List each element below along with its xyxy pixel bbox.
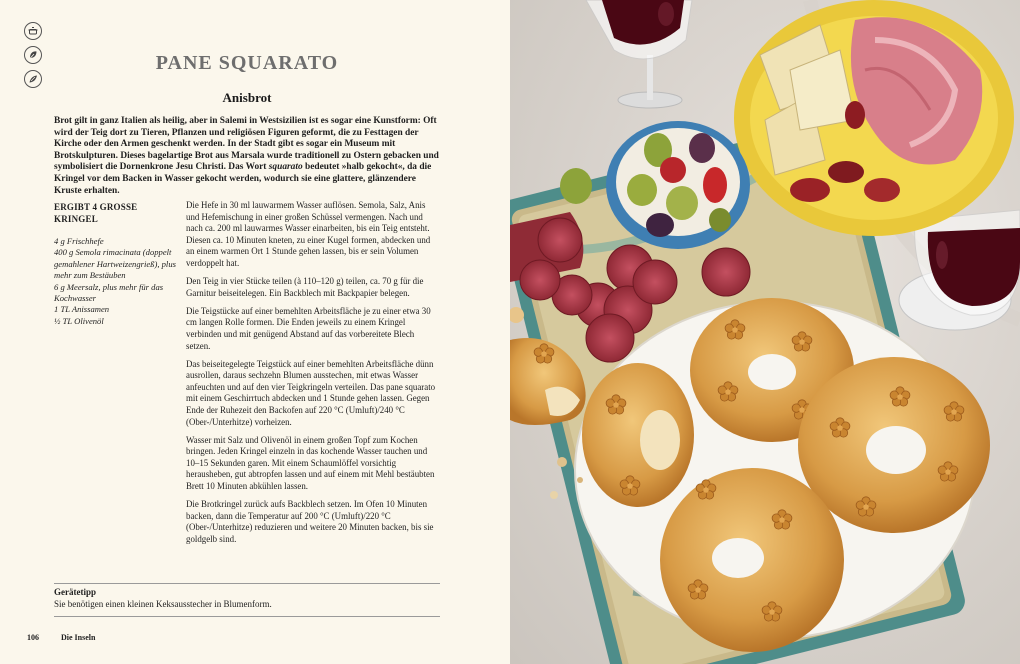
tip-title: Gerätetipp [54,587,96,597]
ingredient-item: 400 g Semola rimacinata (doppelt gemahlener Hartweizengrieß), plus mehr zum Bestäuben [54,247,176,281]
intro-emphasis: squarato [268,162,303,173]
method-step: Den Teig in vier Stücke teilen (à 110–120 g) teilen, ca. 70 g für die Garnitur beiseitelegen. Ein Backblech mit Backpapier belegen. [186,276,424,298]
page-number: 106 [27,633,39,642]
intro-text-end: bedeutet »halb gekocht«, da die Kringel vor dem Backen in Wasser gekocht werden, wodurch sie eine glattere, glänzendere Kruste erhalten. [54,162,432,196]
intro-text: Brot gilt in ganz Italien als heilig, aber in Salemi in Westsizilien ist es sogar eine Kunstform: Oft wird der Teig dort zu Tieren, Pflanzen und religiösen Figuren geformt, die zu Festtagen der Kirche oder den Armen geschenkt werden. In der Stadt gibt es sogar ein Museum mit Brotskulpturen. Dieses bagelartige Brot aus Marsala wurde traditionell zu Ostern gebacken und symbolisiert die Dornenkrone Jesu Christi. Das Wort [54,116,439,173]
diet-badges [24,22,42,94]
ingredient-list [54,236,178,327]
tip-text: Sie benötigen einen kleinen Keksausstecher in Blumenform. [54,599,272,609]
olive-bowl [606,121,750,249]
recipe-subtitle: Anisbrot [222,90,272,105]
ingredient-item: 6 g Meersalz, plus mehr für das Kochwasser [54,281,164,304]
page-footer [27,633,95,642]
method-steps [186,200,440,552]
section-name: Die Inseln [61,633,96,642]
method-step: Wasser mit Salz und Olivenöl in einem großen Topf zum Kochen bringen. Jeden Kringel einzeln in das kochende Wasser tauchen und 10–15 Sekunden garen. Mit einem Schaumlöffel vorsichtig herausheben, gut abtropfen lassen und auf einem mit Mehl bestäubten Brett 10 Minuten abkühlen lassen. [186,434,435,492]
recipe-title: PANE SQUARATO [155,52,339,74]
method-step: Das beiseitegelegte Teigstück auf einer bemehlten Arbeitsfläche dünn ausrollen, daraus sechzehn Blumen ausstechen, mit etwas Wasser anfeuchten und auf den vier Teigkringeln verteilen. Das pane squarato mit einem Geschirrtuch abdecken und 1 Stunde gehen lassen. Gegen Ende der Ruhezeit den Backofen auf 220 °C (Umluft)/240 °C (Ober-/Unterhitze) vorheizen. [186,358,436,427]
leaf-sprig-badge-icon [24,70,42,88]
method-step: Die Teigstücke auf einer bemehlten Arbeitsfläche je zu einer etwa 30 cm langen Rolle formen. Die Enden jeweils zu einem Kringel verbinden und mit genügend Abstand auf das vorbereitete Blech setzen. [186,305,431,351]
method-step: Die Brotkringel zurück aufs Backblech setzen. Im Ofen 10 Minuten backen, dann die Temperatur auf 200 °C (Umluft)/220 °C (Ober-/Unterhitze) reduzieren und weitere 20 Minuten backen, bis sie goldgelb sind. [186,499,434,544]
leaf-badge-icon [24,46,42,64]
method-step: Die Hefe in 30 ml lauwarmem Wasser auflösen. Semola, Salz, Anis und Hefemischung in einer großen Schüssel vermengen. Nach und nach ca. 200 ml lauwarmes Wasser einarbeiten, bis ein Teig entsteht. Diesen ca. 10 Minuten kneten, zu einer Kugel formen, abdecken und an einem warmen Ort 1 Stunde gehen lassen, bis er sein Volumen verdoppelt hat. [186,200,431,268]
ingredient-item: 4 g Frischhefe [54,236,104,246]
food-photo-page [510,0,1020,664]
recipe-intro [54,116,440,197]
food-photo [510,0,1020,664]
yellow-plate [734,0,1014,236]
yield-label: ERGIBT 4 GROSSE KRINGEL [54,202,138,224]
ingredient-item: ½ TL Olivenöl [54,315,104,326]
ingredient-item: 1 TL Anissamen [54,304,110,315]
equipment-tip [54,583,440,617]
loose-olive [560,168,592,204]
pot-badge-icon [24,22,42,40]
